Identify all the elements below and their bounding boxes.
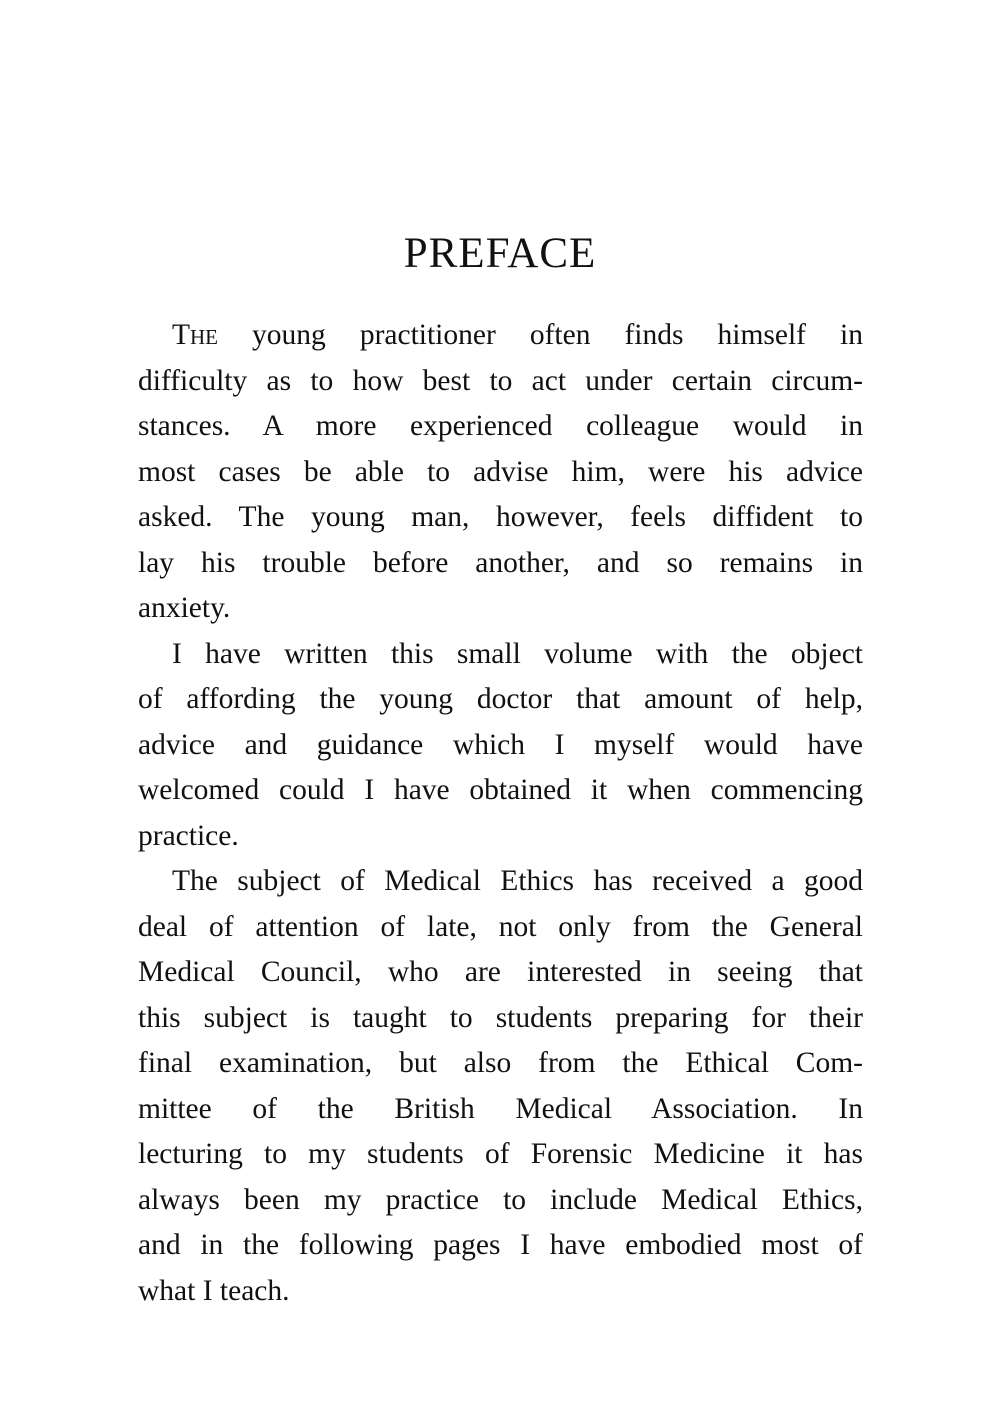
text-line: of affording the young doctor that amount of help, bbox=[138, 683, 863, 715]
text-line: stances. A more experienced colleague would in bbox=[138, 410, 863, 442]
text-line: The young practitioner often finds himself in bbox=[172, 319, 863, 351]
text-line: welcomed could I have obtained it when commencing bbox=[138, 774, 863, 806]
paragraph-1 bbox=[138, 313, 863, 632]
text-line: always been my practice to include Medical Ethics, bbox=[138, 1183, 863, 1216]
text-line: anxiety. bbox=[138, 592, 231, 624]
text-line: deal of attention of late, not only from the General bbox=[138, 910, 863, 943]
text-line: Medical Council, who are interested in seeing that bbox=[138, 956, 863, 988]
lead-word: The bbox=[172, 319, 219, 351]
text-line: The subject of Medical Ethics has received a good bbox=[172, 865, 863, 897]
text-line: mittee of the British Medical Association. In bbox=[138, 1092, 863, 1125]
text-line: I have written this small volume with the object bbox=[172, 637, 863, 670]
text-line: difficulty as to how best to act under certain circum- bbox=[138, 364, 863, 397]
text-line: what I teach. bbox=[138, 1274, 290, 1307]
text-line: most cases be able to advise him, were his advice bbox=[138, 455, 863, 488]
text-line: final examination, but also from the Ethical Com- bbox=[138, 1047, 863, 1079]
preface-body bbox=[138, 313, 863, 1314]
text-line: lay his trouble before another, and so remains in bbox=[138, 546, 863, 579]
text-line: asked. The young man, however, feels diffident to bbox=[138, 501, 863, 533]
text-line: lecturing to my students of Forensic Medicine it has bbox=[138, 1138, 863, 1170]
text-line: and in the following pages I have embodied most of bbox=[138, 1229, 863, 1261]
paragraph-3 bbox=[138, 859, 863, 1314]
text-line: practice. bbox=[138, 819, 239, 852]
text-line: this subject is taught to students preparing for their bbox=[138, 1001, 863, 1034]
text-line: advice and guidance which I myself would have bbox=[138, 728, 863, 761]
page-title: PREFACE bbox=[403, 230, 597, 277]
paragraph-2 bbox=[138, 632, 863, 860]
